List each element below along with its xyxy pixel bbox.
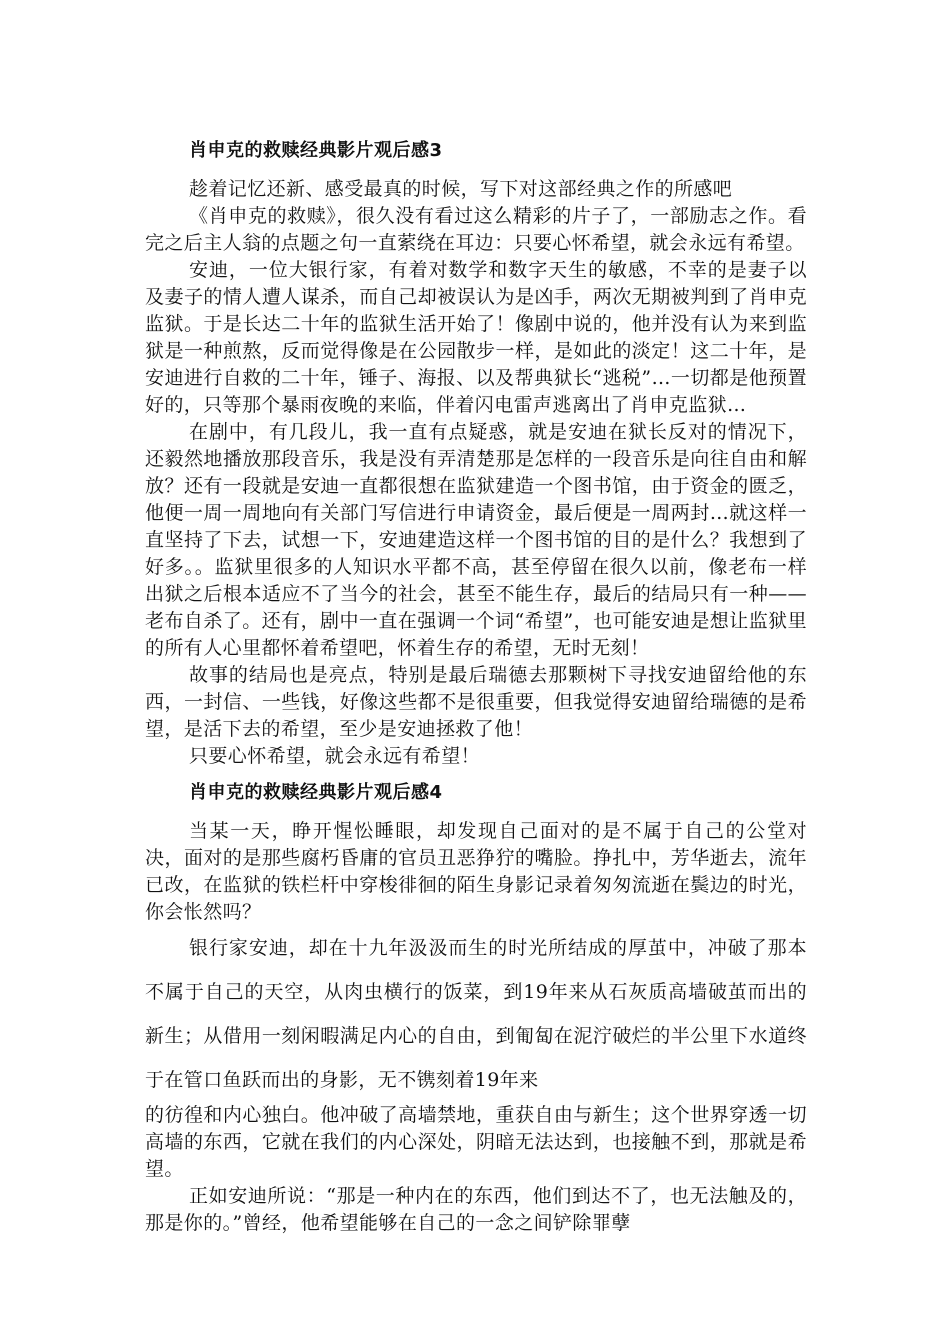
paragraph: 在剧中，有几段儿，我一直有点疑惑，就是安迪在狱长反对的情况下，还毅然地播放那段音乐，我是没有弄清楚那是怎样的一段音乐是向往自由和解放？还有一段就是安迪一直都很想在监狱建造一个图书馆，由于资金的匮乏，他便一周一周地向有关部门写信进行申请资金，最后便是一周两封…就这样一直坚持了下去，试想一下，安迪建造这样一个图书馆的目的是什么？我想到了好多。。监狱里很多的人知识水平都不高，甚至停留在很久以前，像老布一样出狱之后根本适应不了当今的社会，甚至不能生存，最后的结局只有一种——老布自杀了。还有，剧中一直在强调一个词“希望”，也可能安迪是想让监狱里的所有人心里都怀着希望吧，怀着生存的希望，无时无刻！	[145, 421, 807, 659]
paragraph: 《肖申克的救赎》，很久没有看过这么精彩的片子了，一部励志之作。看完之后主人翁的点题之句一直萦绕在耳边：只要心怀希望，就会永远有希望。	[145, 205, 807, 254]
paragraph-continuation: 的彷徨和内心独白。他冲破了高墙禁地，重获自由与新生；这个世界穿透一切高墙的东西，它就在我们的内心深处，阴暗无法达到，也接触不到，那就是希望。	[145, 1104, 807, 1180]
section-4-title: 肖申克的救赎经典影片观后感4	[189, 782, 443, 803]
section-3-title: 肖申克的救赎经典影片观后感3	[189, 140, 443, 161]
paragraph: 故事的结局也是亮点，特别是最后瑞德去那颗树下寻找安迪留给他的东西，一封信、一些钱，好像这些都不是很重要，但我觉得安迪留给瑞德的是希望，是活下去的希望，至少是安迪拯救了他！	[145, 664, 807, 740]
document-body	[145, 138, 807, 1237]
paragraph: 安迪，一位大银行家，有着对数学和数字天生的敏感，不幸的是妻子以及妻子的情人遭人谋杀，而自己却被误认为是凶手，两次无期被判到了肖申克监狱。于是长达二十年的监狱生活开始了！像剧中说的，他并没有认为来到监狱是一种煎熬，反而觉得像是在公园散步一样，是如此的淡定！这二十年，是安迪进行自救的二十年，锤子、海报、以及帮典狱长“逃税”…一切都是他预置好的，只等那个暴雨夜晚的来临，伴着闪电雷声逃离出了肖申克监狱…	[145, 259, 807, 416]
paragraph: 趁着记忆还新、感受最真的时候，写下对这部经典之作的所感吧	[189, 178, 733, 200]
paragraph: 正如安迪所说：“那是一种内在的东西，他们到达不了，也无法触及的，那是你的。”曾经，他希望能够在自己的一念之间铲除罪孽	[145, 1185, 807, 1234]
spacer	[145, 770, 807, 780]
paragraph: 当某一天，睁开惺忪睡眼，却发现自己面对的是不属于自己的公堂对决，面对的是那些腐朽昏庸的官员丑恶狰狞的嘴脸。挣扎中，芳华逝去，流年已改，在监狱的铁栏杆中穿梭徘徊的陌生身影记录着匆匆流逝在鬓边的时光，你会怅然吗？	[145, 820, 807, 923]
paragraph-wide-spacing: 银行家安迪，却在十九年汲汲而生的时光所结成的厚茧中，冲破了那本不属于自己的天空，从肉虫横行的饭菜，到19年来从石灰质高墙破茧而出的新生；从借用一刻闲暇满足内心的自由，到匍匐在泥泞破烂的半公里下水道终于在管口鱼跃而出的身影，无不镌刻着19年来	[145, 937, 807, 1091]
paragraph: 只要心怀希望，就会永远有希望！	[189, 745, 481, 767]
